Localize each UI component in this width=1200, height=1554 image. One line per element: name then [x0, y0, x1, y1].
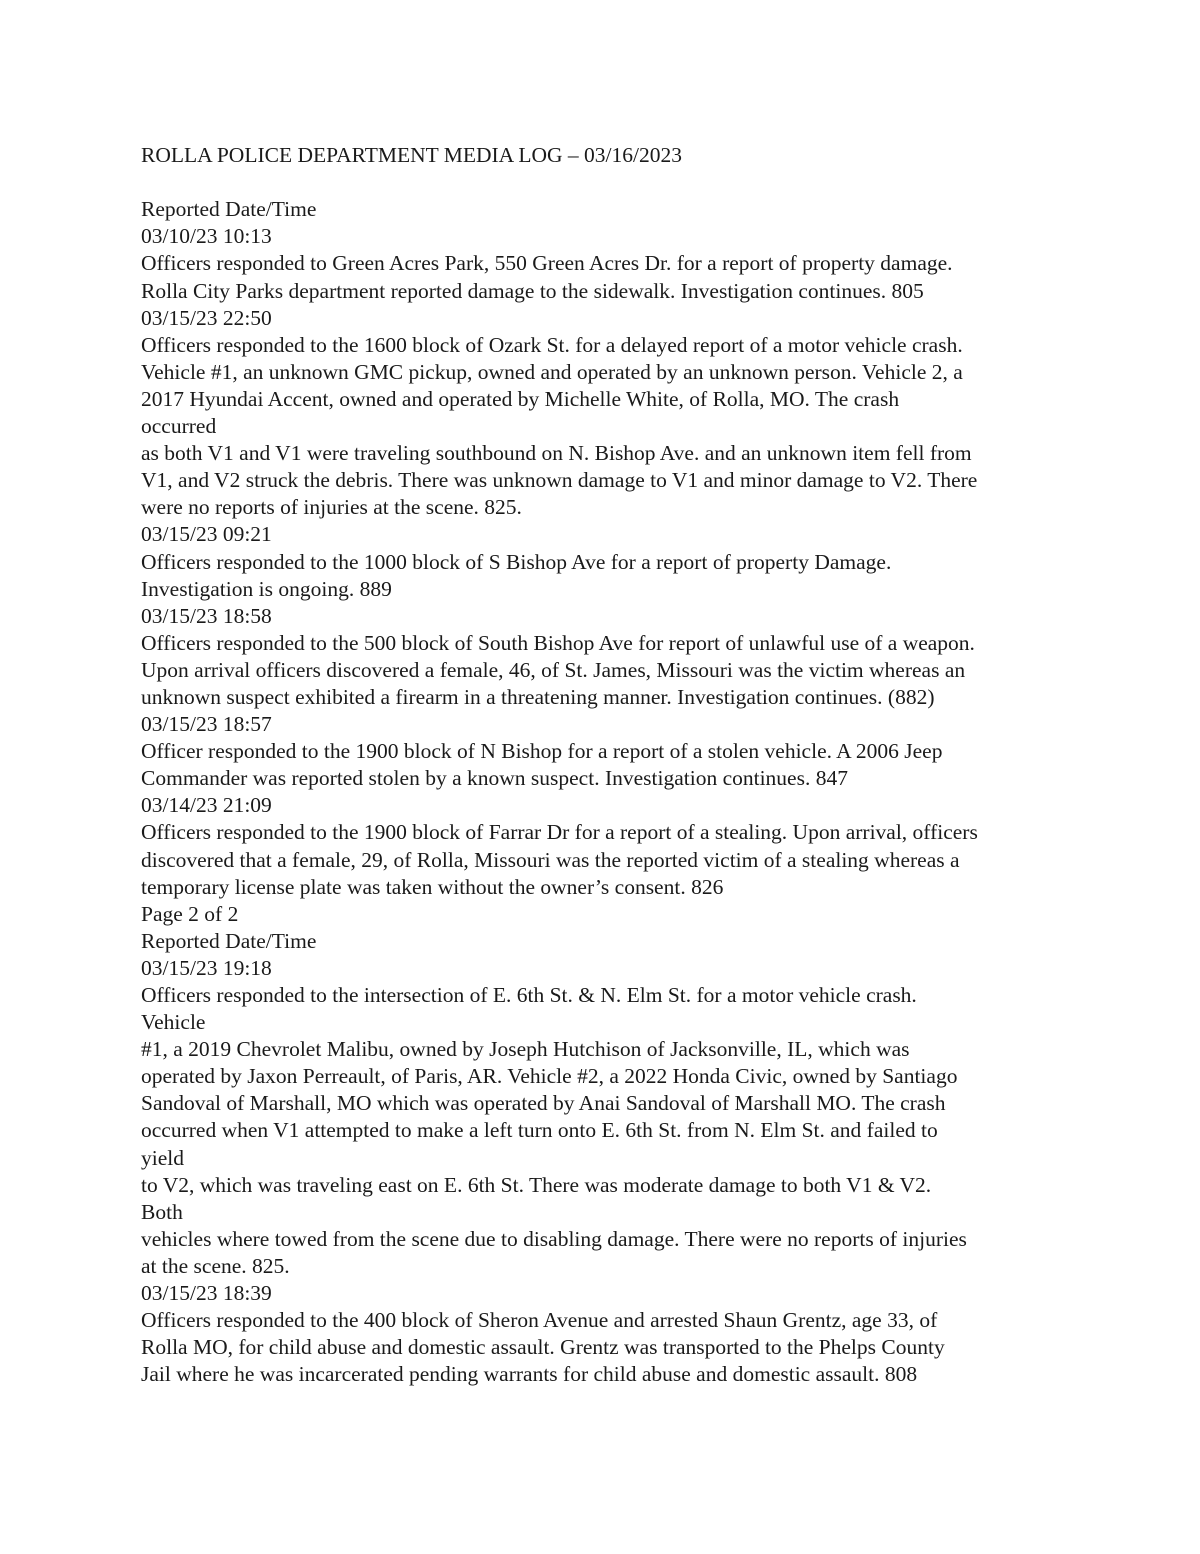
log-line: Investigation is ongoing. 889 — [141, 576, 392, 601]
log-line: Officer responded to the 1900 block of N Bishop for a report of a stolen vehicle. A 2006 Jeep — [141, 739, 943, 764]
log-line: 03/15/23 18:58 — [141, 603, 272, 628]
log-line: discovered that a female, 29, of Rolla, Missouri was the reported victim of a stealing whereas a — [141, 847, 960, 872]
log-line: Reported Date/Time — [141, 197, 317, 222]
log-line: to V2, which was traveling east on E. 6th St. There was moderate damage to both V1 & V2. — [141, 1172, 932, 1197]
log-line: Rolla MO, for child abuse and domestic assault. Grentz was transported to the Phelps County — [141, 1335, 945, 1360]
log-line: Officers responded to the 1900 block of Farrar Dr for a report of a stealing. Upon arrival, officers — [141, 820, 978, 845]
log-line: Vehicle #1, an unknown GMC pickup, owned and operated by an unknown person. Vehicle 2, a — [141, 359, 963, 384]
log-line: 03/15/23 22:50 — [141, 305, 272, 330]
log-entries — [141, 196, 1081, 1388]
log-line: Upon arrival officers discovered a female, 46, of St. James, Missouri was the victim whereas an — [141, 657, 966, 682]
log-line: 03/14/23 21:09 — [141, 793, 272, 818]
log-line: 03/10/23 10:13 — [141, 224, 272, 249]
log-line: Both — [141, 1199, 183, 1224]
log-line: Officers responded to the 500 block of South Bishop Ave for report of unlawful use of a weapon. — [141, 630, 975, 655]
log-line: Reported Date/Time — [141, 928, 317, 953]
log-line: vehicles where towed from the scene due to disabling damage. There were no reports of injuries — [141, 1226, 967, 1251]
log-line: yield — [141, 1145, 184, 1170]
log-line: 03/15/23 19:18 — [141, 955, 272, 980]
log-line: Officers responded to the 1600 block of Ozark St. for a delayed report of a motor vehicle crash. — [141, 332, 963, 357]
log-line: Rolla City Parks department reported damage to the sidewalk. Investigation continues. 805 — [141, 278, 924, 303]
media-log-body — [141, 142, 1081, 1388]
log-line: Commander was reported stolen by a known suspect. Investigation continues. 847 — [141, 766, 848, 791]
log-line: Vehicle — [141, 1010, 206, 1035]
document-title: ROLLA POLICE DEPARTMENT MEDIA LOG – 03/16/2023 — [141, 143, 683, 167]
log-line: 2017 Hyundai Accent, owned and operated by Michelle White, of Rolla, MO. The crash — [141, 386, 900, 411]
log-line: Officers responded to the 1000 block of S Bishop Ave for a report of property Damage. — [141, 549, 892, 574]
log-line: #1, a 2019 Chevrolet Malibu, owned by Joseph Hutchison of Jacksonville, IL, which was — [141, 1037, 910, 1062]
log-line: Sandoval of Marshall, MO which was operated by Anai Sandoval of Marshall MO. The crash — [141, 1091, 946, 1116]
log-line: 03/15/23 09:21 — [141, 522, 272, 547]
log-line: at the scene. 825. — [141, 1253, 290, 1278]
log-line: unknown suspect exhibited a firearm in a threatening manner. Investigation continues. (882) — [141, 684, 935, 709]
log-line: temporary license plate was taken without the owner’s consent. 826 — [141, 874, 724, 899]
log-line: as both V1 and V1 were traveling southbound on N. Bishop Ave. and an unknown item fell from — [141, 441, 972, 466]
log-line: Page 2 of 2 — [141, 901, 239, 926]
log-line: occurred — [141, 414, 217, 439]
log-line: were no reports of injuries at the scene. 825. — [141, 495, 522, 520]
log-line: Officers responded to Green Acres Park, 550 Green Acres Dr. for a report of property damage. — [141, 251, 953, 276]
log-line: Officers responded to the intersection of E. 6th St. & N. Elm St. for a motor vehicle crash. — [141, 983, 917, 1007]
log-line: Officers responded to the 400 block of Sheron Avenue and arrested Shaun Grentz, age 33, of — [141, 1308, 938, 1333]
log-line: Jail where he was incarcerated pending warrants for child abuse and domestic assault. 808 — [141, 1362, 918, 1387]
log-line: V1, and V2 struck the debris. There was unknown damage to V1 and minor damage to V2. There — [141, 468, 978, 493]
log-line: operated by Jaxon Perreault, of Paris, AR. Vehicle #2, a 2022 Honda Civic, owned by Santiago — [141, 1064, 958, 1089]
log-line: 03/15/23 18:57 — [141, 712, 272, 737]
log-line: occurred when V1 attempted to make a left turn onto E. 6th St. from N. Elm St. and failed to — [141, 1118, 938, 1143]
log-line: 03/15/23 18:39 — [141, 1281, 272, 1306]
